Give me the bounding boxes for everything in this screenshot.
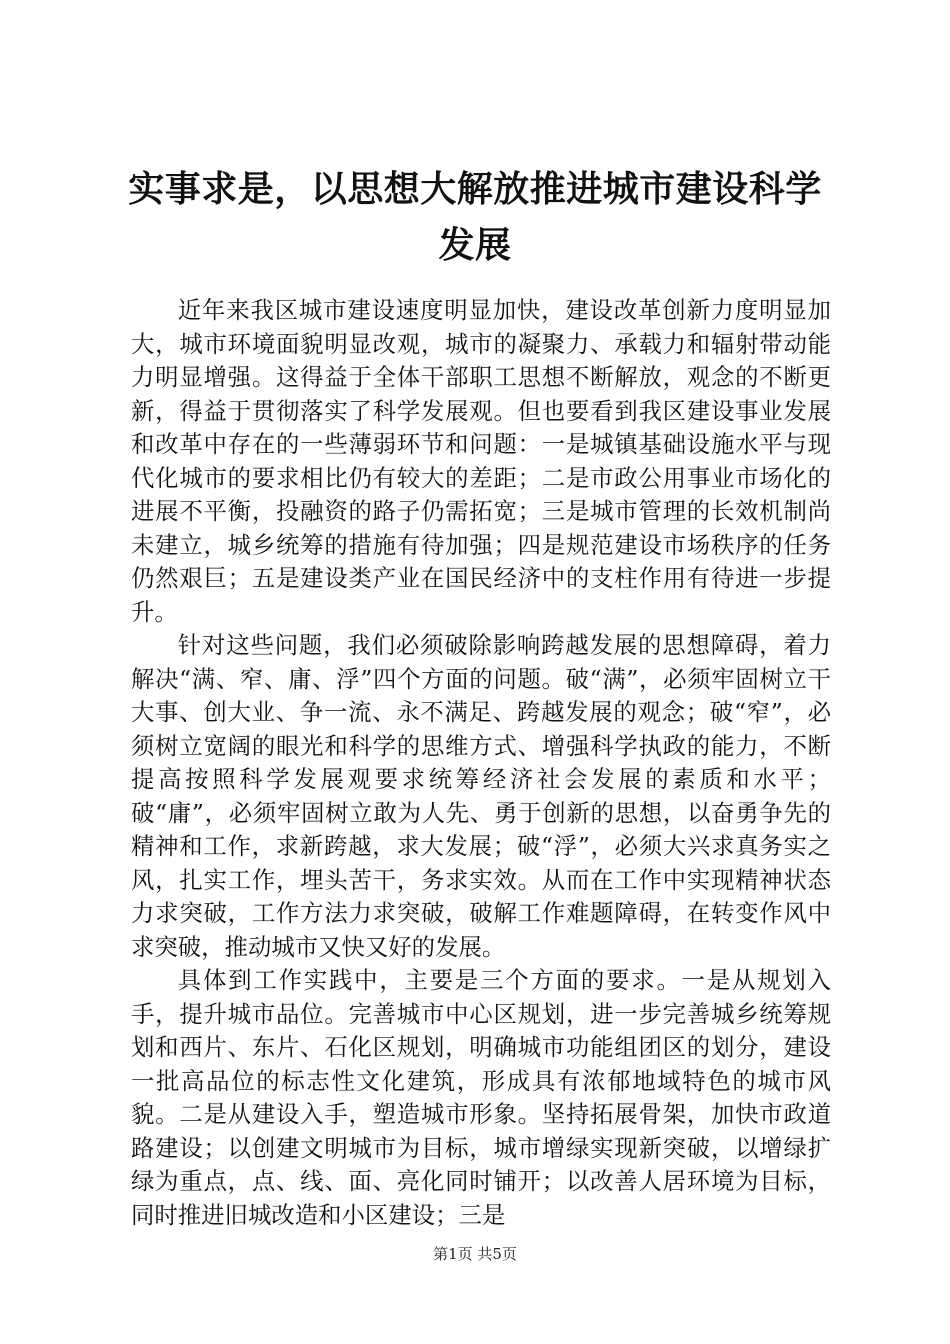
document-body (131, 294, 831, 1232)
paragraph-1: 近年来我区城市建设速度明显加快，建设改革创新力度明显加大，城市环境面貌明显改观，城市的凝聚力、承载力和辐射带动能力明显增强。这得益于全体干部职工思想不断解放，观念的不断更新，得益于贯彻落实了科学发展观。但也要看到我区建设事业发展和改革中存在的一些薄弱环节和问题：一是城镇基础设施水平与现代化城市的要求相比仍有较大的差距；二是市政公用事业市场化的进展不平衡，投融资的路子仍需拓宽；三是城市管理的长效机制尚未建立，城乡统筹的措施有待加强；四是规范建设市场秩序的任务仍然艰巨；五是建设类产业在国民经济中的支柱作用有待进一步提升。 (131, 296, 831, 626)
document-title: 实事求是，以思想大解放推进城市建设科学发展 (128, 169, 822, 266)
paragraph-2: 针对这些问题，我们必须破除影响跨越发展的思想障碍，着力解决“满、窄、庸、浮”四个方面的问题。破“满”，必须牢固树立干大事、创大业、争一流、永不满足、跨越发展的观念；破“窄”，必须树立宽阔的眼光和科学的思维方式、增强科学执政的能力，不断提高按照科学发展观要求统筹经济社会发展的素质和水平；破“庸”，必须牢固树立敢为人先、勇于创新的思想，以奋勇争先的精神和工作，求新跨越，求大发展；破“浮”，必须大兴求真务实之风，扎实工作，埋头苦干，务求实效。从而在工作中实现精神状态力求突破，工作方法力求突破，破解工作难题障碍，在转变作风中求突破，推动城市又快又好的发展。 (131, 631, 831, 961)
paragraph-3: 具体到工作实践中，主要是三个方面的要求。一是从规划入手，提升城市品位。完善城市中心区规划，进一步完善城乡统筹规划和西片、东片、石化区规划，明确城市功能组团区的划分，建设一批高品位的标志性文化建筑，形成具有浓郁地域特色的城市风貌。二是从建设入手，塑造城市形象。坚持拓展骨架，加快市政道路建设；以创建文明城市为目标，城市增绿实现新突破，以增绿扩绿为重点，点、线、面、亮化同时铺开；以改善人居环境为目标，同时推进旧城改造和小区建设；三是 (131, 966, 831, 1229)
page-footer: 第1页 共5页 (433, 1245, 517, 1263)
